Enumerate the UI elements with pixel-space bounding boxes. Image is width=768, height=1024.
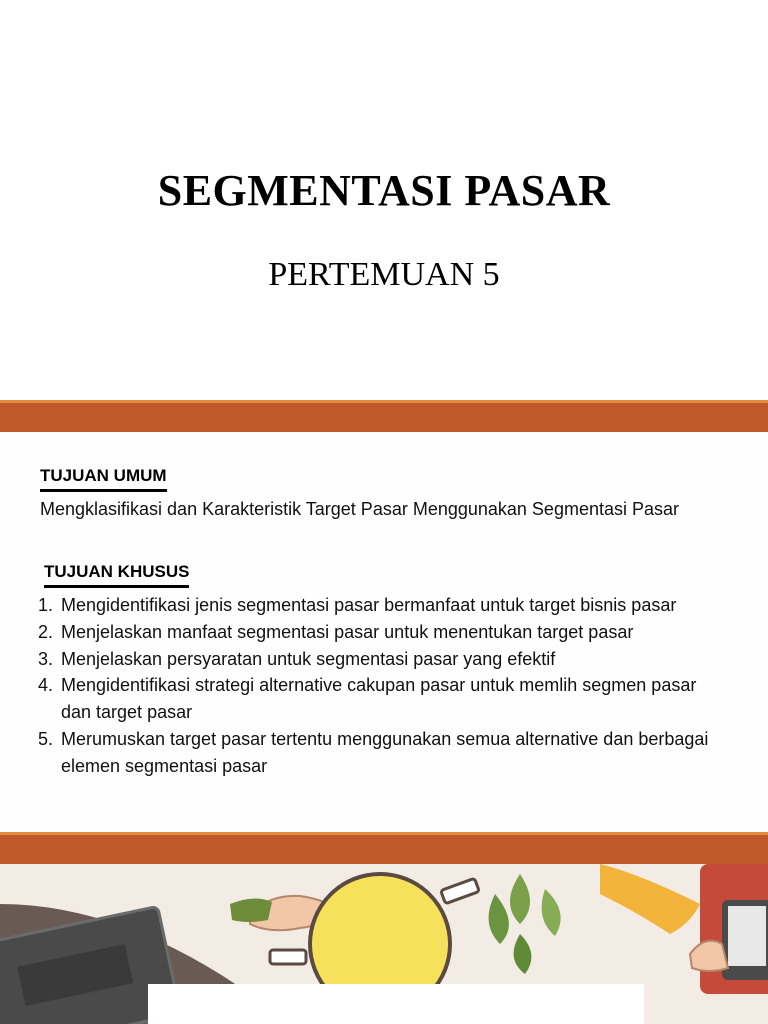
list-number: 1.	[38, 595, 54, 615]
list-number: 3.	[38, 648, 54, 669]
list-number: 2.	[38, 621, 54, 642]
plant-icon	[489, 874, 561, 974]
list-text: Menjelaskan persyaratan untuk segmentasi pasar yang efektif	[61, 648, 556, 669]
list-number: 4.	[38, 675, 54, 696]
list-item	[38, 646, 728, 673]
white-caption-box	[148, 984, 644, 1024]
sleeve-shape	[600, 864, 700, 934]
list-item	[38, 726, 728, 780]
list-item	[38, 672, 728, 726]
list-text: Mengidentifikasi jenis segmentasi pasar bermanfaat untuk target bisnis pasar	[61, 595, 677, 615]
slide-title: SEGMENTASI PASAR	[157, 166, 611, 215]
specific-objective-heading: TUJUAN KHUSUS	[44, 562, 189, 588]
specific-objective-list	[38, 592, 728, 780]
list-number: 5.	[38, 728, 54, 749]
slide-subtitle: PERTEMUAN 5	[268, 256, 500, 293]
list-item	[38, 619, 728, 646]
list-text: Menjelaskan manfaat segmentasi pasar untuk menentukan target pasar	[61, 621, 634, 642]
title-slide	[0, 0, 768, 400]
phone-icon	[690, 864, 768, 994]
objectives-slide	[0, 432, 768, 832]
decorative-band-top	[0, 400, 768, 432]
cover-illustration	[0, 864, 768, 1024]
decorative-band-bottom	[0, 832, 768, 864]
general-objective-heading: TUJUAN UMUM	[40, 466, 167, 492]
list-item	[38, 592, 728, 619]
list-text: Merumuskan target pasar tertentu menggunakan semua alternative dan berbagai elemen segmentasi pasar	[61, 728, 709, 776]
general-objective-text: Mengklasifikasi dan Karakteristik Target Pasar Menggunakan Segmentasi Pasar	[40, 499, 679, 519]
list-text: Mengidentifikasi strategi alternative cakupan pasar untuk memlih segmen pasar dan target pasar	[61, 675, 697, 723]
